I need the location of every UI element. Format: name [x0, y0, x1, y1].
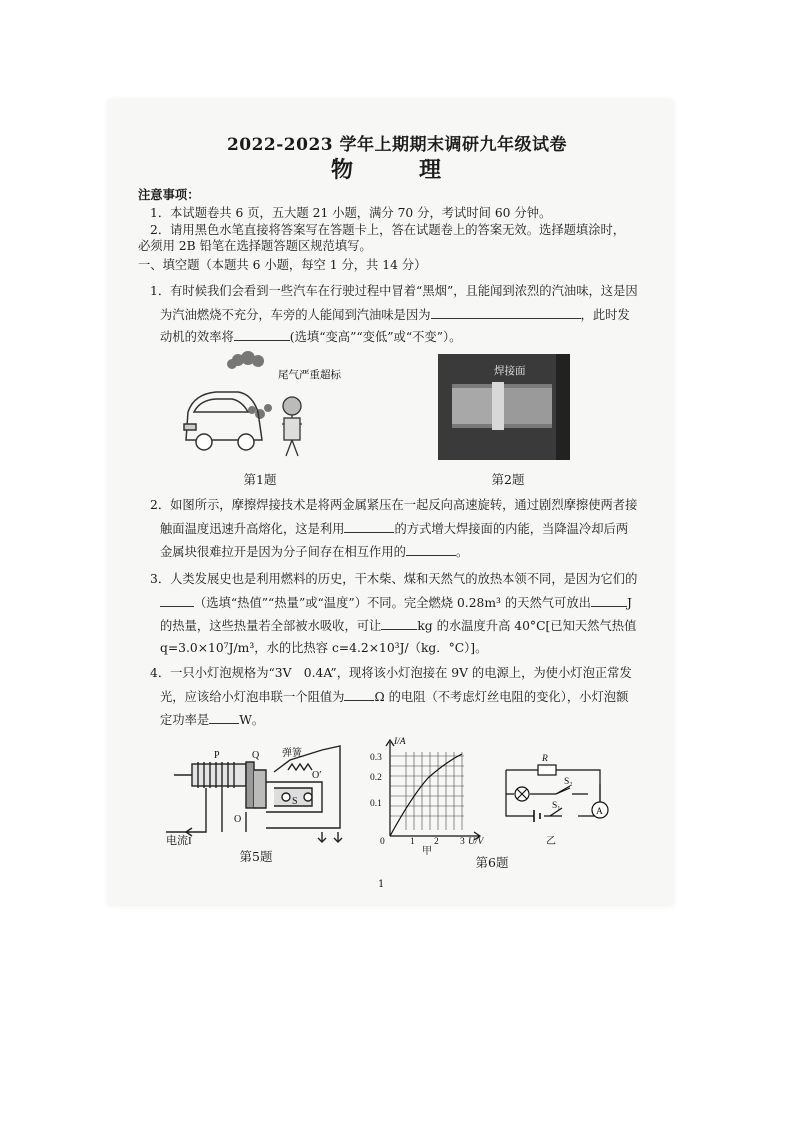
q3-line-4: q=3.0×10⁷J/m³，水的比热容 c=4.2×10³J/（kg．°C）]。 [160, 641, 488, 655]
q1-line-2-text-b: ，此时发 [580, 308, 630, 322]
notice-item-1: 1．本试题卷共 6 页，五大题 21 小题，满分 70 分，考试时间 60 分钟。 [150, 206, 552, 220]
figure-1-car-exhaust [180, 352, 341, 462]
exam-title: 2022-2023 学年上期期末调研九年级试卷 [226, 135, 568, 155]
q2-line-3 [160, 543, 468, 560]
q2-line-3-text-a: 金属块很难拉开是因为分子间存在相互作用的 [160, 545, 406, 559]
q1-blank-1 [431, 306, 581, 319]
label-r: R [542, 754, 548, 764]
label-p: P [214, 750, 220, 761]
q1-line-3-text-a: 动机的效率将 [160, 330, 234, 344]
figure-6b-circuit [500, 748, 608, 850]
coil-core [192, 764, 246, 786]
label-s1: S₁ [552, 801, 561, 811]
car-icon [184, 392, 262, 450]
q4-line-2-text-a: 光，应该给小灯泡串联一个阻值为 [160, 690, 345, 704]
q3-blank-2 [591, 594, 627, 607]
label-q: Q [252, 750, 260, 761]
label-a: A [596, 807, 603, 817]
y-tick-0.3: 0.3 [370, 753, 382, 763]
q3-line-2 [160, 594, 632, 611]
x-tick-0: 0 [380, 837, 385, 847]
fig2-caption: 第2题 [491, 472, 525, 487]
q2-blank-1 [344, 520, 394, 533]
q2-line-2 [160, 520, 628, 537]
figure-5-relay [162, 742, 352, 846]
switch-s2 [556, 786, 570, 794]
fig1-caption: 第1题 [243, 472, 277, 487]
q3-blank-1 [160, 594, 194, 607]
graph-sub-label: 甲 [422, 846, 432, 857]
q1-line-3-text-b: (选填“变高”“变低”或“不变”）。 [289, 330, 462, 344]
notice-item-2a: 2．请用黑色水笔直接将答案写在答题卡上，答在试题卷上的答案无效。选择题填涂时， [150, 223, 626, 237]
q2-line-3-text-b: 。 [455, 545, 469, 559]
y-axis-label: I/A [394, 737, 406, 747]
smoke-cloud-icon [227, 351, 272, 419]
q3-line-1: 3．人类发展史也是利用燃料的历史，干木柴、煤和天然气的放热本领不同，是因为它们的 [150, 572, 638, 586]
fig2-label: 焊接面 [494, 365, 526, 377]
coil-winding [198, 762, 234, 788]
q4-line-2 [160, 688, 628, 705]
q4-line-3-text-b: W。 [239, 713, 265, 727]
x-tick-3: 3 [460, 837, 465, 847]
q3-blank-3 [381, 617, 417, 630]
label-o: O [234, 814, 242, 825]
figure-6a-iu-graph [368, 736, 494, 857]
label-spring: 弹簧 [282, 748, 302, 759]
q1-line-1: 1．有时候我们会看到一些汽车在行驶过程中冒着“黑烟”，且能闻到浓烈的汽油味，这是因 [150, 284, 638, 298]
x-tick-2: 2 [434, 837, 439, 847]
q1-line-3 [160, 328, 461, 345]
label-o-prime: O′ [312, 770, 322, 781]
q3-line-3-text-b: kg 的水温度升高 40°C[已知天然气热值 [417, 619, 637, 633]
q2-line-2-text-a: 触面温度迅速升高熔化，这是利用 [160, 522, 345, 536]
fig1-sign-text: 尾气严重超标 [278, 369, 341, 381]
fig6-caption: 第6题 [475, 855, 509, 870]
y-tick-0.2: 0.2 [370, 773, 382, 783]
resistor-r [538, 765, 556, 775]
q4-blank-2 [209, 711, 239, 724]
person-icon [282, 397, 302, 456]
q4-line-3 [160, 711, 264, 728]
q4-line-2-text-b: Ω 的电阻（不考虑灯丝电阻的变化），小灯泡额 [374, 690, 629, 704]
q4-line-1: 4．一只小灯泡规格为“3V 0.4A”，现将该小灯泡接在 9V 的电源上，为使小灯泡正常发 [150, 666, 632, 680]
label-s2: S₂ [564, 777, 573, 787]
label-s: S [292, 796, 298, 807]
label-current: 电流I [166, 835, 192, 847]
q2-line-1: 2．如图所示，摩擦焊接技术是将两金属紧压在一起反向高速旋转，通过剧烈摩擦使两者接 [150, 498, 638, 512]
q1-blank-2 [234, 328, 290, 341]
q3-line-2-text-b: J [626, 596, 632, 610]
fig5-caption: 第5题 [239, 849, 273, 864]
page-number: 1 [378, 879, 385, 890]
spring-icon [288, 764, 312, 770]
q3-line-3 [160, 617, 636, 634]
notice-heading: 注意事项： [138, 187, 200, 202]
figure-2-friction-welding [438, 354, 570, 460]
q1-line-2-text-a: 为汽油燃烧不充分，车旁的人能闻到汽油味是因为 [160, 308, 431, 322]
q4-line-3-text-a: 定功率是 [160, 713, 210, 727]
q2-line-2-text-b: 的方式增大焊接面的内能，当降温冷却后两 [394, 522, 629, 536]
q3-line-3-text-a: 的热量，这些热量若全部被水吸收，可让 [160, 619, 382, 633]
q1-line-2 [160, 306, 630, 323]
q4-blank-1 [344, 688, 374, 701]
q3-line-2-text-a: （选填“热值”“热量”或“温度”）不同。完全燃烧 0.28m³ 的天然气可放出 [194, 596, 591, 610]
armature [246, 762, 254, 808]
y-tick-0.1: 0.1 [370, 799, 382, 809]
q2-blank-2 [406, 543, 456, 556]
battery-icon [534, 810, 540, 822]
section-1-heading: 一、填空题（本题共 6 小题，每空 1 分，共 14 分） [138, 258, 427, 272]
notice-item-2b: 必须用 2B 铅笔在选择题答题区规范填写。 [138, 239, 372, 253]
x-tick-1: 1 [410, 837, 415, 847]
exam-subject: 物 理 [330, 157, 463, 183]
circuit-sub-label: 乙 [546, 836, 556, 847]
x-axis-label: U/V [468, 837, 484, 847]
